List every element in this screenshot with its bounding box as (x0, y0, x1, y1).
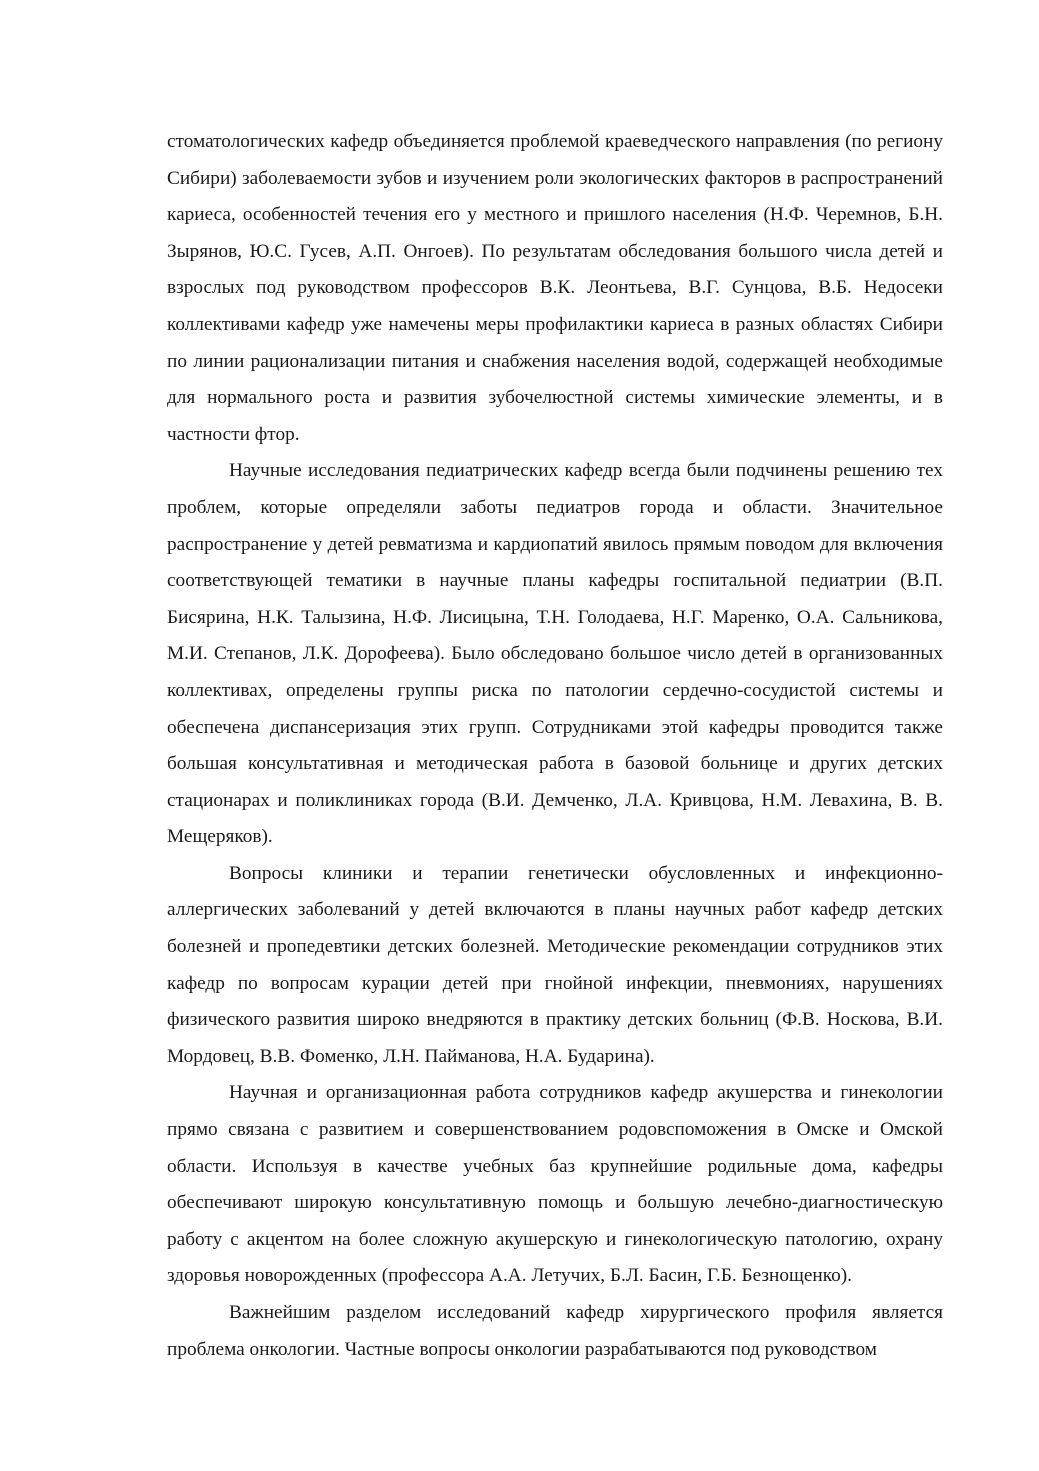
paragraph-5: Важнейшим разделом исследований кафедр хирургического профиля является проблема онкологии. Частные вопросы онкологии разрабатываются под руководством (167, 1302, 943, 1360)
paragraph-1: стоматологических кафедр объединяется проблемой краеведческого направления (по региону Сибири) заболеваемости зубов и изучением роли экологических факторов в распространений кариеса, особенностей течения его у местного и пришлого населения (Н.Ф. Черемнов, Б.Н. Зырянов, Ю.С. Гусев, А.П. Онгоев). По результатам обследования большого числа детей и взрослых под руководством профессоров В.К. Леонтьева, В.Г. Сунцова, В.Б. Недосеки коллективами кафедр уже намечены меры профилактики кариеса в разных областях Сибири по линии рационализации питания и снабжения населения водой, содержащей необходимые для нормального роста и развития зубочелюстной системы химические элементы, и в частности фтор. (167, 131, 943, 445)
paragraph-3: Вопросы клиники и терапии генетически обусловленных и инфекционно-аллергических заболеваний у детей включаются в планы научных работ кафедр детских болезней и пропедевтики детских болезней. Методические рекомендации сотрудников этих кафедр по вопросам курации детей при гнойной инфекции, пневмониях, нарушениях физического развития широко внедряются в практику детских больниц (Ф.В. Носкова, В.И. Мордовец, В.В. Фоменко, Л.Н. Пайманова, Н.А. Бударина). (167, 862, 943, 1067)
document-body (167, 124, 943, 1368)
paragraph-4: Научная и организационная работа сотрудников кафедр акушерства и гинекологии прямо связана с развитием и совершенствованием родовспоможения в Омске и Омской области. Используя в качестве учебных баз крупнейшие родильные дома, кафедры обеспечивают широкую консультативную помощь и большую лечебно-диагностическую работу с акцентом на более сложную акушерскую и гинекологическую патологию, охрану здоровья новорожденных (профессора А.А. Летучих, Б.Л. Басин, Г.Б. Безнощенко). (167, 1082, 943, 1287)
paragraph-2: Научные исследования педиатрических кафедр всегда были подчинены решению тех проблем, которые определяли заботы педиатров города и области. Значительное распространение у детей ревматизма и кардиопатий явилось прямым поводом для включения соответствующей тематики в научные планы кафедры госпитальной педиатрии (В.П. Бисярина, Н.К. Талызина, Н.Ф. Лисицына, Т.Н. Голодаева, Н.Г. Маренко, О.А. Сальникова, М.И. Степанов, Л.К. Дорофеева). Было обследовано большое число детей в организованных коллективах, определены группы риска по патологии сердечно-сосудистой системы и обеспечена диспансеризация этих групп. Сотрудниками этой кафедры проводится также большая консультативная и методическая работа в базовой больнице и других детских стационарах и поликлиниках города (В.И. Демченко, Л.А. Кривцова, Н.М. Левахина, В. В. Мещеряков). (167, 460, 943, 848)
